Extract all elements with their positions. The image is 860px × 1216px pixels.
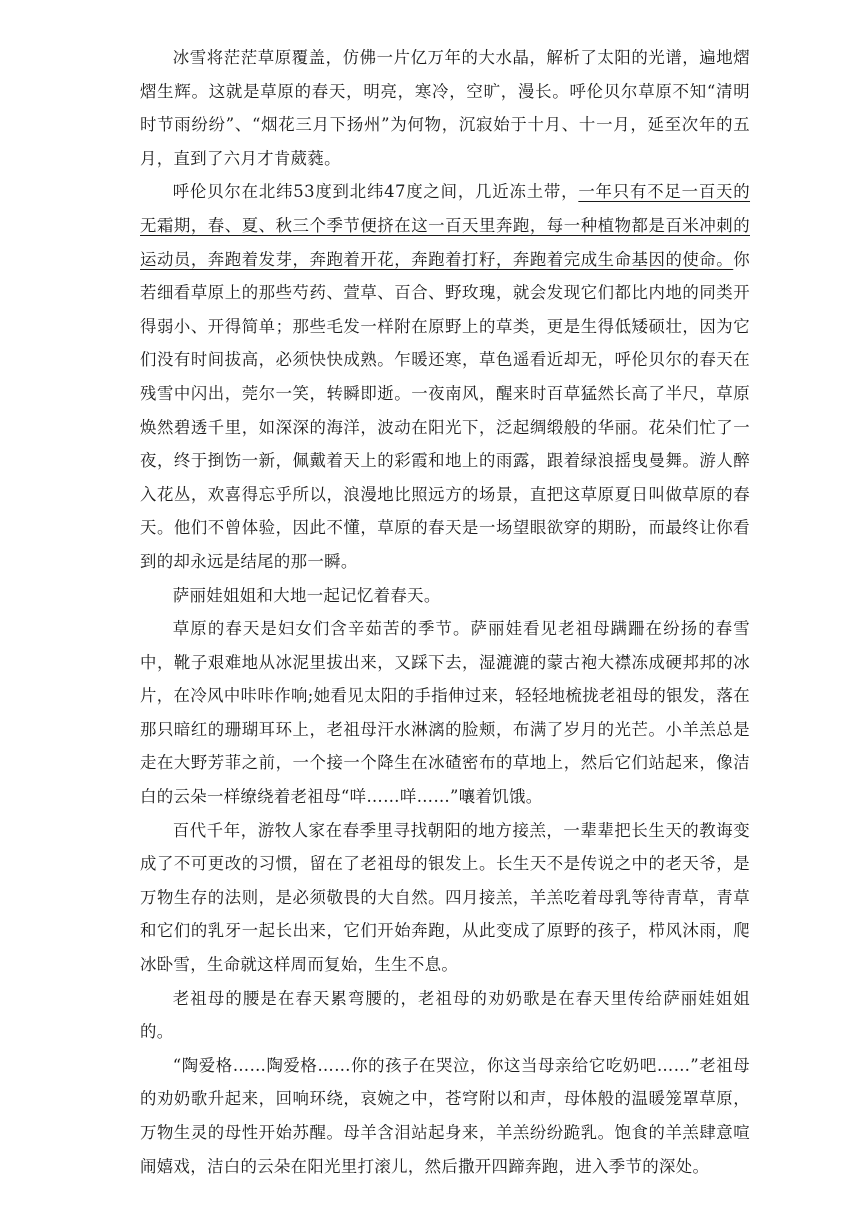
- paragraph-text: 草原的春天是妇女们含辛茹苦的季节。萨丽娃看见老祖母蹒跚在纷扬的春雪中，靴子艰难地从冰泥里拔出来，又踩下去，湿漉漉的蒙古袍大襟冻成硬邦邦的冰片，在冷风中咔咔作响;她看见太阳的手指伸过来，轻轻地梳拢老祖母的银发，落在那只暗红的珊瑚耳环上，老祖母汗水淋漓的脸颊，布满了岁月的光芒。小羊羔总是走在大野芳菲之前，一个接一个降生在冰碴密布的草地上，然后它们站起来，像洁白的云朵一样缭绕着老祖母“咩……咩……”嚷着饥饿。: [140, 619, 750, 807]
- paragraph-text: 冰雪将茫茫草原覆盖，仿佛一片亿万年的大水晶，解析了太阳的光谱，遍地熠熠生辉。这就是草原的春天，明亮，寒冷，空旷，漫长。呼伦贝尔草原不知“清明时节雨纷纷”、“烟花三月下扬州”为何物，沉寂始于十月、十一月，延至次年的五月，直到了六月才肯葳蕤。: [140, 48, 750, 168]
- paragraph-text: 呼伦贝尔在北纬53度到北纬47度之间，几近冻土带，: [172, 182, 579, 202]
- paragraph-text: 老祖母的腰是在春天累弯腰的，老祖母的劝奶歌是在春天里传给萨丽娃姐姐的。: [140, 988, 750, 1042]
- paragraph-text: 萨丽娃姐姐和大地一起记忆着春天。: [172, 585, 441, 605]
- paragraph-text: 百代千年，游牧人家在春季里寻找朝阳的地方接羔，一辈辈把长生天的教诲变成了不可更改的习惯，留在了老祖母的银发上。长生天不是传说之中的老天爷，是万物生存的法则，是必须敬畏的大自然。四月接羔，羊羔吃着母乳等待青草，青草和它们的乳牙一起长出来，它们开始奔跑，从此变成了原野的孩子，栉风沐雨，爬冰卧雪，生命就这样周而复始，生生不息。: [140, 820, 750, 975]
- paragraph: [140, 982, 750, 1049]
- paragraph: [140, 1049, 750, 1183]
- paragraph: [140, 612, 750, 814]
- paragraph-text: “陶爱格……陶爱格……你的孩子在哭泣，你这当母亲给它吃奶吧……”老祖母的劝奶歌升起来，回响环绕，哀婉之中，苍穹附以和声，母体般的温暖笼罩草原，万物生灵的母性开始苏醒。母羊含泪站起身来，羊羔纷纷跪乳。饱食的羊羔肆意喧闹嬉戏，洁白的云朵在阳光里打滚儿，然后撒开四蹄奔跑，进入季节的深处。: [140, 1055, 750, 1176]
- paragraph: [140, 814, 750, 982]
- paragraph: [140, 579, 750, 613]
- paragraph: [140, 175, 750, 578]
- paragraph-text: 你若细看草原上的那些芍药、萱草、百合、野玫瑰，就会发现它们都比内地的同类开得弱小、开得简单；那些毛发一样附在原野上的草类，更是生得低矮硕壮，因为它们没有时间拔高，必须快快成熟。乍暖还寒，草色遥看近却无，呼伦贝尔的春天在残雪中闪出，莞尔一笑，转瞬即逝。一夜南风，醒来时百草猛然长高了半尺，草原焕然碧透千里，如深深的海洋，波动在阳光下，泛起绸缎般的华丽。花朵们忙了一夜，终于捯饬一新，佩戴着天上的彩霞和地上的雨露，跟着绿浪摇曳曼舞。游人醉入花丛，欢喜得忘乎所以，浪漫地比照远方的场景，直把这草原夏日叫做草原的春天。他们不曾体验，因此不懂，草原的春天是一场望眼欲穿的期盼，而最终让你看到的却永远是结尾的那一瞬。: [140, 249, 750, 571]
- underlined-sentence: 一年只有不足一百天的无霜期，春、夏、秋三个季节便挤在这一百天里奔跑，每一种植物都是百米冲刺的运动员，奔跑着发芽，奔跑着开花，奔跑着打籽，奔跑着完成生命基因的使命。: [140, 182, 751, 269]
- paragraph: [140, 41, 750, 175]
- document-body: [0, 41, 860, 1183]
